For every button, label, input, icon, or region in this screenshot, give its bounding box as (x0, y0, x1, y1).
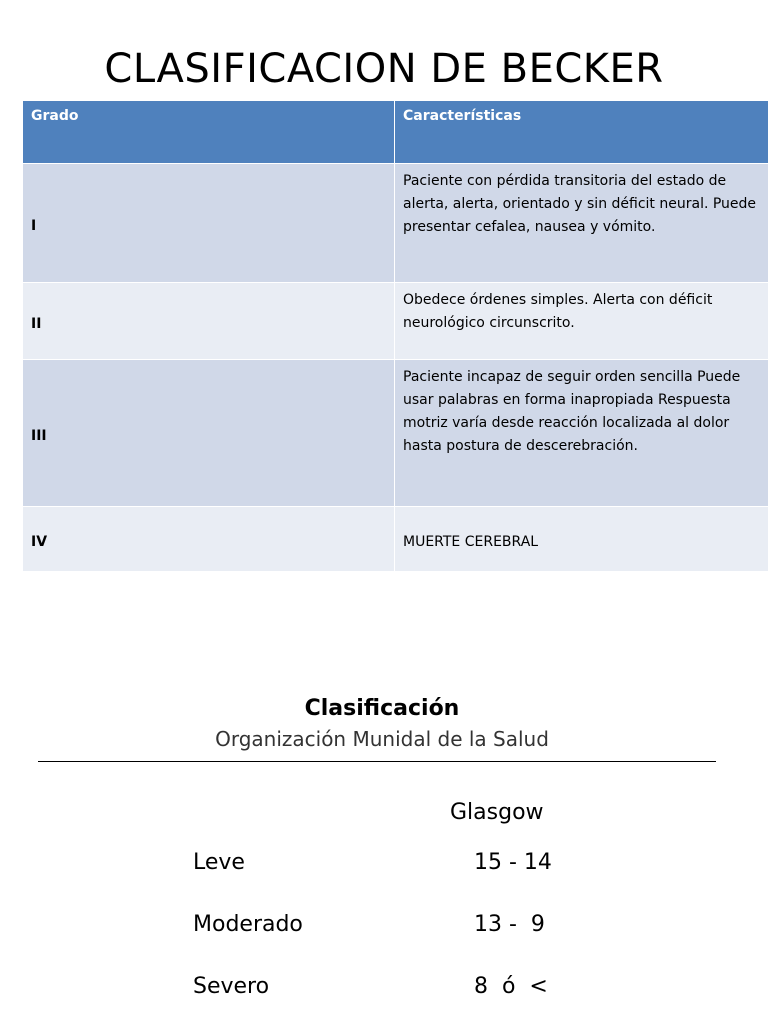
header-caracteristicas: Características (395, 101, 768, 164)
table-row (23, 283, 768, 360)
severity-label: Leve (193, 850, 245, 875)
severity-row-severo (0, 974, 768, 1008)
caracteristicas-cell: Paciente con pérdida transitoria del estado de alerta, alerta, orientado y sin déficit neural. Puede presentar cefalea, nausea y vómito. (395, 164, 768, 283)
header-grado: Grado (23, 101, 395, 164)
glasgow-value: 13 - 9 (474, 912, 545, 937)
table-header-row (23, 101, 768, 164)
caracteristicas-cell: MUERTE CEREBRAL (395, 507, 768, 572)
glasgow-value: 8 ó < (474, 974, 548, 999)
severity-row-moderado (0, 912, 768, 946)
glasgow-value: 15 - 14 (474, 850, 552, 875)
glasgow-column-header: Glasgow (450, 800, 544, 825)
grado-cell: II (23, 283, 395, 360)
severity-row-leve (0, 850, 768, 884)
severity-label: Moderado (193, 912, 303, 937)
caracteristicas-cell: Paciente incapaz de seguir orden sencilla Puede usar palabras en forma inapropiada Respuesta motriz varía desde reacción localizada al dolor hasta postura de descerebración. (395, 360, 768, 507)
who-title: Clasificación (304, 696, 460, 721)
who-subtitle: Organización Munidal de la Salud (215, 727, 549, 751)
severity-label: Severo (193, 974, 270, 999)
table-row (23, 360, 768, 507)
table-row (23, 507, 768, 572)
page-title: CLASIFICACION DE BECKER (104, 46, 664, 92)
divider (38, 761, 716, 762)
grado-cell: I (23, 164, 395, 283)
grado-cell: III (23, 360, 395, 507)
caracteristicas-cell: Obedece órdenes simples. Alerta con déficit neurológico circunscrito. (395, 283, 768, 360)
grado-cell: IV (23, 507, 395, 572)
table-row (23, 164, 768, 283)
becker-table (22, 100, 768, 572)
